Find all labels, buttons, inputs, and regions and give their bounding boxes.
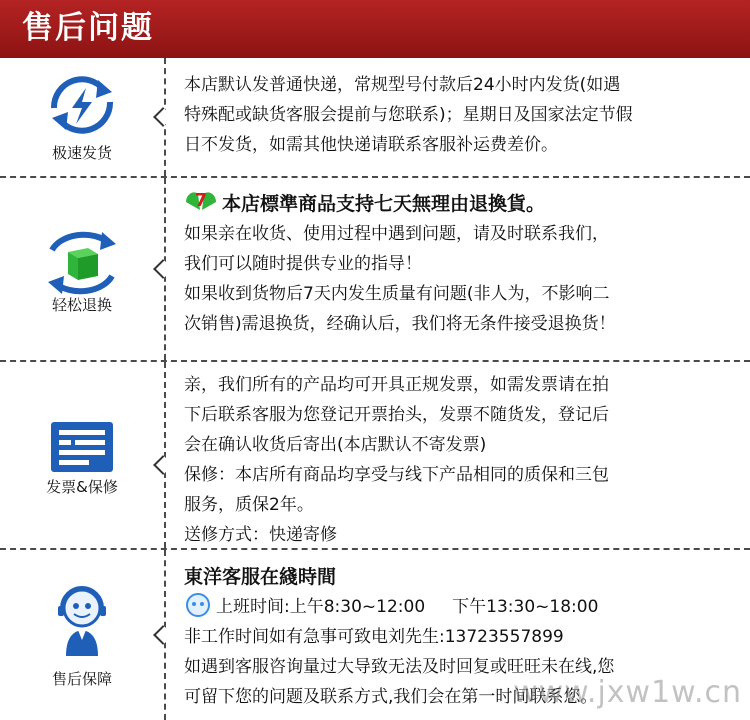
returns-title: 本店標準商品支持七天無理由退換貨。 — [222, 193, 546, 215]
invoice-icon — [47, 418, 117, 476]
invoice-content — [184, 370, 740, 550]
section-shipping — [0, 58, 750, 176]
page-title: 售后问题 — [22, 10, 154, 46]
shipping-line: 特殊配或缺货客服会提前与您联系)；星期日及国家法定节假 — [184, 105, 633, 125]
box-exchange-icon — [42, 228, 122, 298]
invoice-line: 服务，质保2年。 — [184, 495, 314, 515]
returns-title-row — [184, 188, 740, 219]
invoice-line: 会在确认收货后寄出(本店默认不寄发票) — [184, 435, 487, 455]
shipping-label: 极速发货 — [51, 144, 112, 162]
shipping-content — [184, 70, 740, 160]
returns-line: 如果收到货物后7天内发生质量有问题(非人为，不影响二 — [184, 284, 610, 304]
service-line: 如遇到客服咨询量过大导致无法及时回复或旺旺未在线,您 — [184, 657, 615, 677]
seven-day-badge-number: 7 — [194, 190, 208, 211]
shipping-line: 日不发货，如需其他快递请联系客服补运费差价。 — [184, 135, 558, 155]
service-title: 東洋客服在綫時間 — [184, 566, 337, 588]
divider-vertical — [164, 362, 166, 548]
invoice-line: 下后联系客服为您登记开票抬头，发票不随货发，登记后 — [184, 405, 609, 425]
invoice-line: 送修方式：快递寄修 — [184, 525, 337, 545]
returns-line: 如果亲在收货、使用过程中遇到问题，请及时联系我们， — [184, 224, 609, 244]
section-returns — [0, 178, 750, 360]
service-line: 非工作时间如有急事可致电刘先生:13723557899 — [184, 627, 564, 647]
service-hours-row — [184, 592, 740, 622]
customer-service-icon — [52, 584, 112, 660]
watermark: www.jxw1w.cn — [513, 675, 742, 710]
returns-line: 我们可以随时提供专业的指导！ — [184, 254, 422, 274]
section-invoice — [0, 362, 750, 548]
returns-line: 次销售)需退换货，经确认后，我们将无条件接受退换货！ — [184, 314, 616, 334]
service-icon-wrap — [0, 584, 164, 664]
returns-icon-wrap — [0, 228, 164, 302]
service-label: 售后保障 — [51, 670, 112, 688]
returns-label: 轻松退换 — [51, 296, 112, 314]
invoice-label: 发票&保修 — [46, 478, 118, 496]
section-service — [0, 550, 750, 720]
seven-day-badge-icon — [184, 188, 218, 216]
lightning-refresh-icon — [42, 70, 122, 140]
shipping-icon-wrap — [0, 70, 164, 144]
invoice-line: 保修：本店所有商品均享受与线下产品相同的质保和三包 — [184, 465, 609, 485]
page-header — [0, 0, 750, 58]
invoice-icon-wrap — [0, 418, 164, 480]
chat-bubble-icon — [184, 592, 212, 618]
shipping-line: 本店默认发普通快递，常规型号付款后24小时内发货(如遇 — [184, 75, 621, 95]
service-hours: 上班时间:上午8:30~12:00 下午13:30~18:00 — [216, 597, 599, 617]
service-line: 可留下您的问题及联系方式,我们会在第一时间联系您。 — [184, 687, 598, 707]
returns-content — [184, 188, 740, 339]
invoice-line: 亲，我们所有的产品均可开具正规发票，如需发票请在拍 — [184, 375, 609, 395]
